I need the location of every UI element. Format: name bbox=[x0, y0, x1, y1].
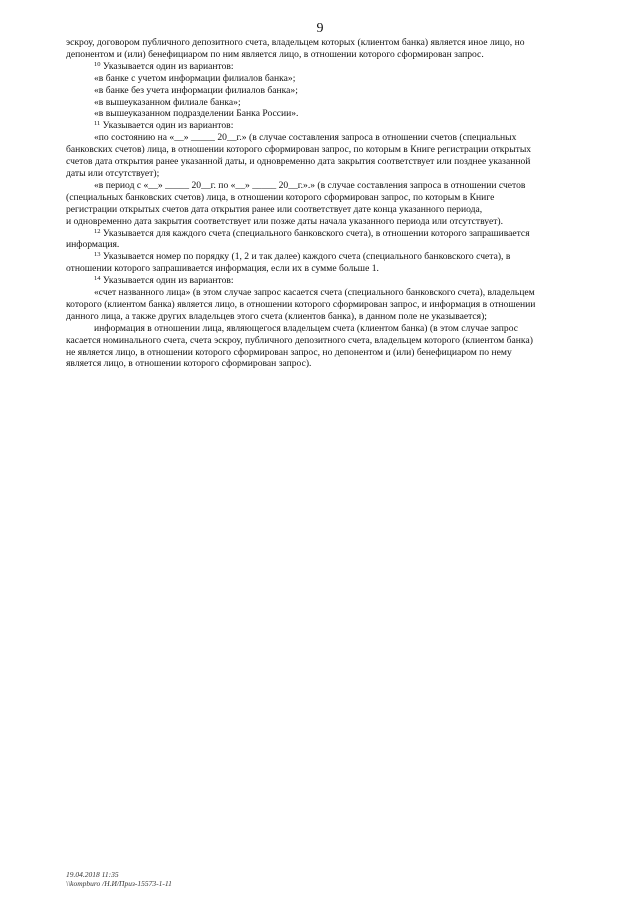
text-line-content: касается номинального счета, счета эскроу, публичного депозитного счета, владельцем которого (клиентом банка) bbox=[66, 334, 533, 346]
text-line bbox=[66, 108, 586, 120]
text-line-content: информация в отношении лица, являющегося владельцем счета (клиентом банка) (в этом случае запрос bbox=[94, 322, 518, 334]
text-line bbox=[66, 323, 586, 335]
footer-date: 19.04.2018 11:35 bbox=[66, 870, 119, 879]
text-line-content: «по состоянию на «__» _____ 20__г.» (в случае составления запроса в отношении счетов (специальных bbox=[94, 132, 517, 144]
footnote-10-heading bbox=[66, 61, 586, 73]
footnote-11-heading bbox=[66, 120, 586, 132]
text-line bbox=[66, 168, 586, 180]
text-line bbox=[66, 180, 586, 192]
text-line-content: «счет названного лица» (в этом случае запрос касается счета (специального банковского счета), владельцем bbox=[94, 287, 535, 299]
text-line-content: «в период с «__» _____ 20__г. по «__» _____ 20__г.».» (в случае составления запроса в отношении счетов bbox=[94, 179, 526, 191]
text-line bbox=[66, 239, 586, 251]
document-footer bbox=[66, 870, 172, 888]
text-line bbox=[66, 37, 586, 49]
text-line-content: Указывается один из вариантов: bbox=[100, 275, 234, 287]
text-line bbox=[66, 358, 586, 370]
text-line bbox=[66, 97, 586, 109]
text-line bbox=[66, 287, 586, 299]
footnote-number: 14 bbox=[94, 275, 101, 283]
text-line bbox=[66, 49, 586, 61]
text-line-content: банковских счетов) лица, в отношении которого сформирован запрос, по которым в Книге регистрации открытых bbox=[66, 144, 532, 156]
text-line-content: является лицо, в отношении которого сформирован запрос). bbox=[66, 358, 312, 370]
footnote-number: 13 bbox=[94, 251, 101, 259]
text-line bbox=[66, 299, 586, 311]
text-line bbox=[66, 347, 586, 359]
text-line-content: Указывается один из вариантов: bbox=[100, 120, 234, 132]
text-line bbox=[66, 311, 586, 323]
text-line bbox=[66, 263, 586, 275]
footnote-12-heading bbox=[66, 228, 586, 240]
text-line bbox=[66, 192, 586, 204]
text-line bbox=[66, 204, 586, 216]
text-line bbox=[66, 156, 586, 168]
footnote-13-heading bbox=[66, 251, 586, 263]
footnote-number: 10 bbox=[94, 60, 101, 68]
footnotes-body bbox=[66, 37, 586, 370]
text-line-content: (специальных банковских счетов) лица, в отношении которого сформирован запрос, по которым в Книге bbox=[66, 191, 495, 203]
footer-file-path: \\kompburo /Н.И/Приз-15573-1-11 bbox=[66, 879, 172, 888]
text-line-content: и одновременно дата закрытия соответствует или позже даты начала указанного периода или отсутствует). bbox=[66, 215, 504, 227]
text-line-content: которого (клиентом банка) является лицо, в отношении которого сформирован запрос, и информация в отношении bbox=[66, 298, 536, 310]
text-line bbox=[66, 73, 586, 85]
text-line-content: Указывается номер по порядку (1, 2 и так далее) каждого счета (специального банковского счета), в bbox=[100, 251, 511, 263]
page-number: 9 bbox=[316, 21, 324, 36]
footnote-14-heading bbox=[66, 275, 586, 287]
text-line bbox=[66, 144, 586, 156]
text-line bbox=[66, 132, 586, 144]
text-line-content: «в банке с учетом информации филиалов банка»; bbox=[94, 72, 296, 84]
text-line-content: Указывается один из вариантов: bbox=[100, 60, 234, 72]
text-line-content: «в вышеуказанном подразделении Банка России». bbox=[94, 108, 299, 120]
text-line-content: информация. bbox=[66, 239, 120, 251]
text-line-content: даты или отсутствует); bbox=[66, 167, 160, 179]
text-line-content: регистрации открытых счетов дата открытия ранее или соответствует дате конца указанного периода, bbox=[66, 203, 483, 215]
text-line-content: данного лица, а также других владельцев этого счета (клиентов банка), в данном поле не указывается); bbox=[66, 310, 487, 322]
footnote-number: 12 bbox=[94, 227, 101, 235]
text-line-content: счетов дата открытия ранее указанной даты, и одновременно дата закрытия соответствует или позднее указанной bbox=[66, 156, 531, 168]
footnote-number: 11 bbox=[94, 120, 101, 128]
text-line-content: эскроу, договором публичного депозитного счета, владельцем которых (клиентом банка) является иное лицо, но bbox=[66, 37, 525, 48]
text-line-content: «в банке без учета информации филиалов банка»; bbox=[94, 84, 298, 96]
text-line-content: «в вышеуказанном филиале банка»; bbox=[94, 96, 241, 108]
text-line-content: Указывается для каждого счета (специального банковского счета), в отношении которого запрашивается bbox=[100, 227, 530, 239]
text-line-content: не является лицо, в отношении которого сформирован запрос, но депонентом и (или) бенефициаром по нему bbox=[66, 346, 512, 358]
text-line bbox=[66, 216, 586, 228]
text-line-content: депонентом и (или) бенефициаром по ним является лицо, в отношении которого сформирован запрос. bbox=[66, 48, 484, 60]
text-line-content: отношении которого запрашивается информация, если их в сумме больше 1. bbox=[66, 263, 379, 275]
text-line bbox=[66, 85, 586, 97]
text-line bbox=[66, 335, 586, 347]
